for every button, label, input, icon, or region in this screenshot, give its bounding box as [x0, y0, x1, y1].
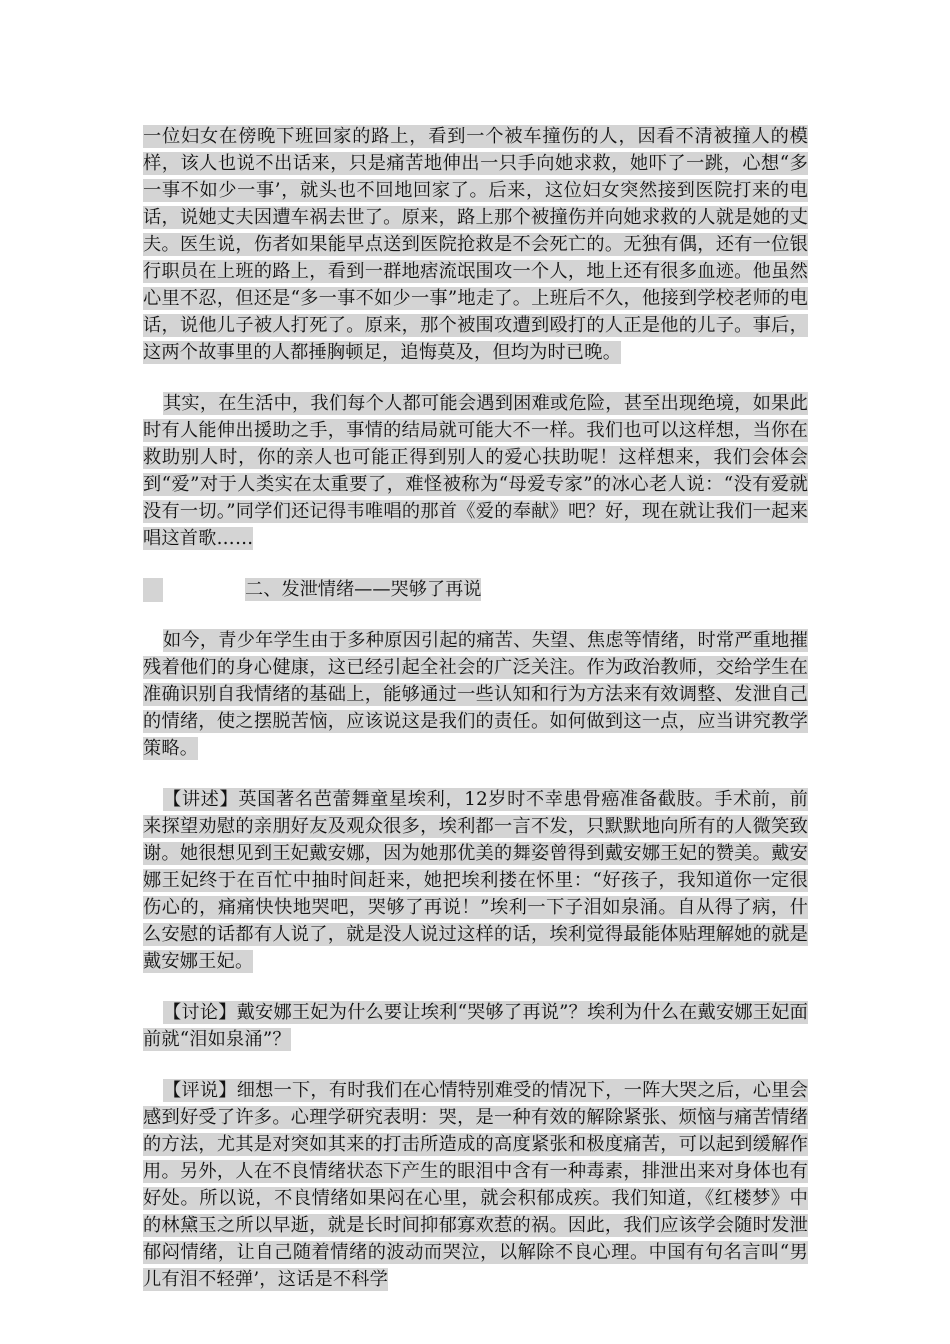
paragraph-text: 其实，在生活中，我们每个人都可能会遇到困难或危险，甚至出现绝境，如果此时有人能伸出援助之手，事情的结局就可能大不一样。我们也可以这样想，当你在救助别人时，你的亲人也可能正得到别人的爱心扶助呢！这样想来，我们会体会到“爱”对于人类实在太重要了，难怪被称为“母爱专家”的冰心老人说：“没有爱就没有一切。”同学们还记得韦唯唱的那首《爱的奉献》吧？好，现在就让我们一起来唱这首歌……	[143, 393, 808, 549]
document-body	[143, 123, 808, 1317]
paragraph-love	[143, 390, 808, 552]
paragraph-intro	[143, 627, 808, 762]
paragraph-text: 【讲述】英国著名芭蕾舞童星埃利，12岁时不幸患骨癌准备截肢。手术前，前来探望劝慰的亲朋好友及观众很多，埃利都一言不发，只默默地向所有的人微笑致谢。她很想见到王妃戴安娜，因为她那优美的舞姿曾得到戴安娜王妃的赞美。戴安娜王妃终于在百忙中抽时间赶来，她把埃利搂在怀里：“好孩子，我知道你一定很伤心的，痛痛快快地哭吧，哭够了再说！”埃利一下子泪如泉涌。自从得了病，什么安慰的话都有人说了，就是没人说过这样的话，埃利觉得最能体贴理解她的就是戴安娜王妃。	[143, 789, 808, 972]
paragraph-discussion	[143, 999, 808, 1053]
paragraph-text: 如今，青少年学生由于多种原因引起的痛苦、失望、焦虑等情绪，时常严重地摧残着他们的身心健康，这已经引起全社会的广泛关注。作为政治教师，交给学生在准确识别自我情绪的基础上，能够通过一些认知和行为方法来有效调整、发泄自己的情绪，使之摆脱苦恼，应该说这是我们的责任。如何做到这一点，应当讲究教学策略。	[143, 630, 808, 759]
paragraph-text: 【讨论】戴安娜王妃为什么要让埃利“哭够了再说”？埃利为什么在戴安娜王妃面前就“泪如泉涌”？	[143, 1002, 808, 1050]
paragraph-text: 【评说】细想一下，有时我们在心情特别难受的情况下，一阵大哭之后，心里会感到好受了许多。心理学研究表明：哭，是一种有效的解除紧张、烦恼与痛苦情绪的方法，尤其是对突如其来的打击所造成的高度紧张和极度痛苦，可以起到缓解作用。另外，人在不良情绪状态下产生的眼泪中含有一种毒素，排泄出来对身体也有好处。所以说，不良情绪如果闷在心里，就会积郁成疾。我们知道，《红楼梦》中的林黛玉之所以早逝，就是长时间抑郁寡欢惹的祸。因此，我们应该学会随时发泄郁闷情绪，让自己随着情绪的波动而哭泣，以解除不良心理。中国有句名言叫“男儿有泪不轻弹’，这话是不科学	[143, 1080, 808, 1290]
paragraph-commentary	[143, 1077, 808, 1293]
paragraph-story	[143, 123, 808, 366]
paragraph-text: 一位妇女在傍晚下班回家的路上，看到一个被车撞伤的人，因看不清被撞人的模样，该人也说不出话来，只是痛苦地伸出一只手向她求救，她吓了一跳，心想“多一事不如少一事’，就头也不回地回家了。后来，这位妇女突然接到医院打来的电话，说她丈夫因遭车祸去世了。原来，路上那个被撞伤并向她求救的人就是她的丈夫。医生说，伤者如果能早点送到医院抢救是不会死亡的。无独有偶，还有一位银行职员在上班的路上，看到一群地痞流氓围攻一个人，地上还有很多血迹。他虽然心里不忍，但还是“多一事不如少一事”地走了。上班后不久，他接到学校老师的电话，说他儿子被人打死了。原来，那个被围攻遭到殴打的人正是他的儿子。事后，这两个故事里的人都捶胸顿足，追悔莫及，但均为时已晚。	[143, 126, 808, 363]
heading-indent-mark	[143, 578, 163, 602]
section-heading-text: 二、发泄情绪——哭够了再说	[245, 579, 482, 600]
section-heading	[143, 576, 808, 603]
paragraph-narration	[143, 786, 808, 975]
